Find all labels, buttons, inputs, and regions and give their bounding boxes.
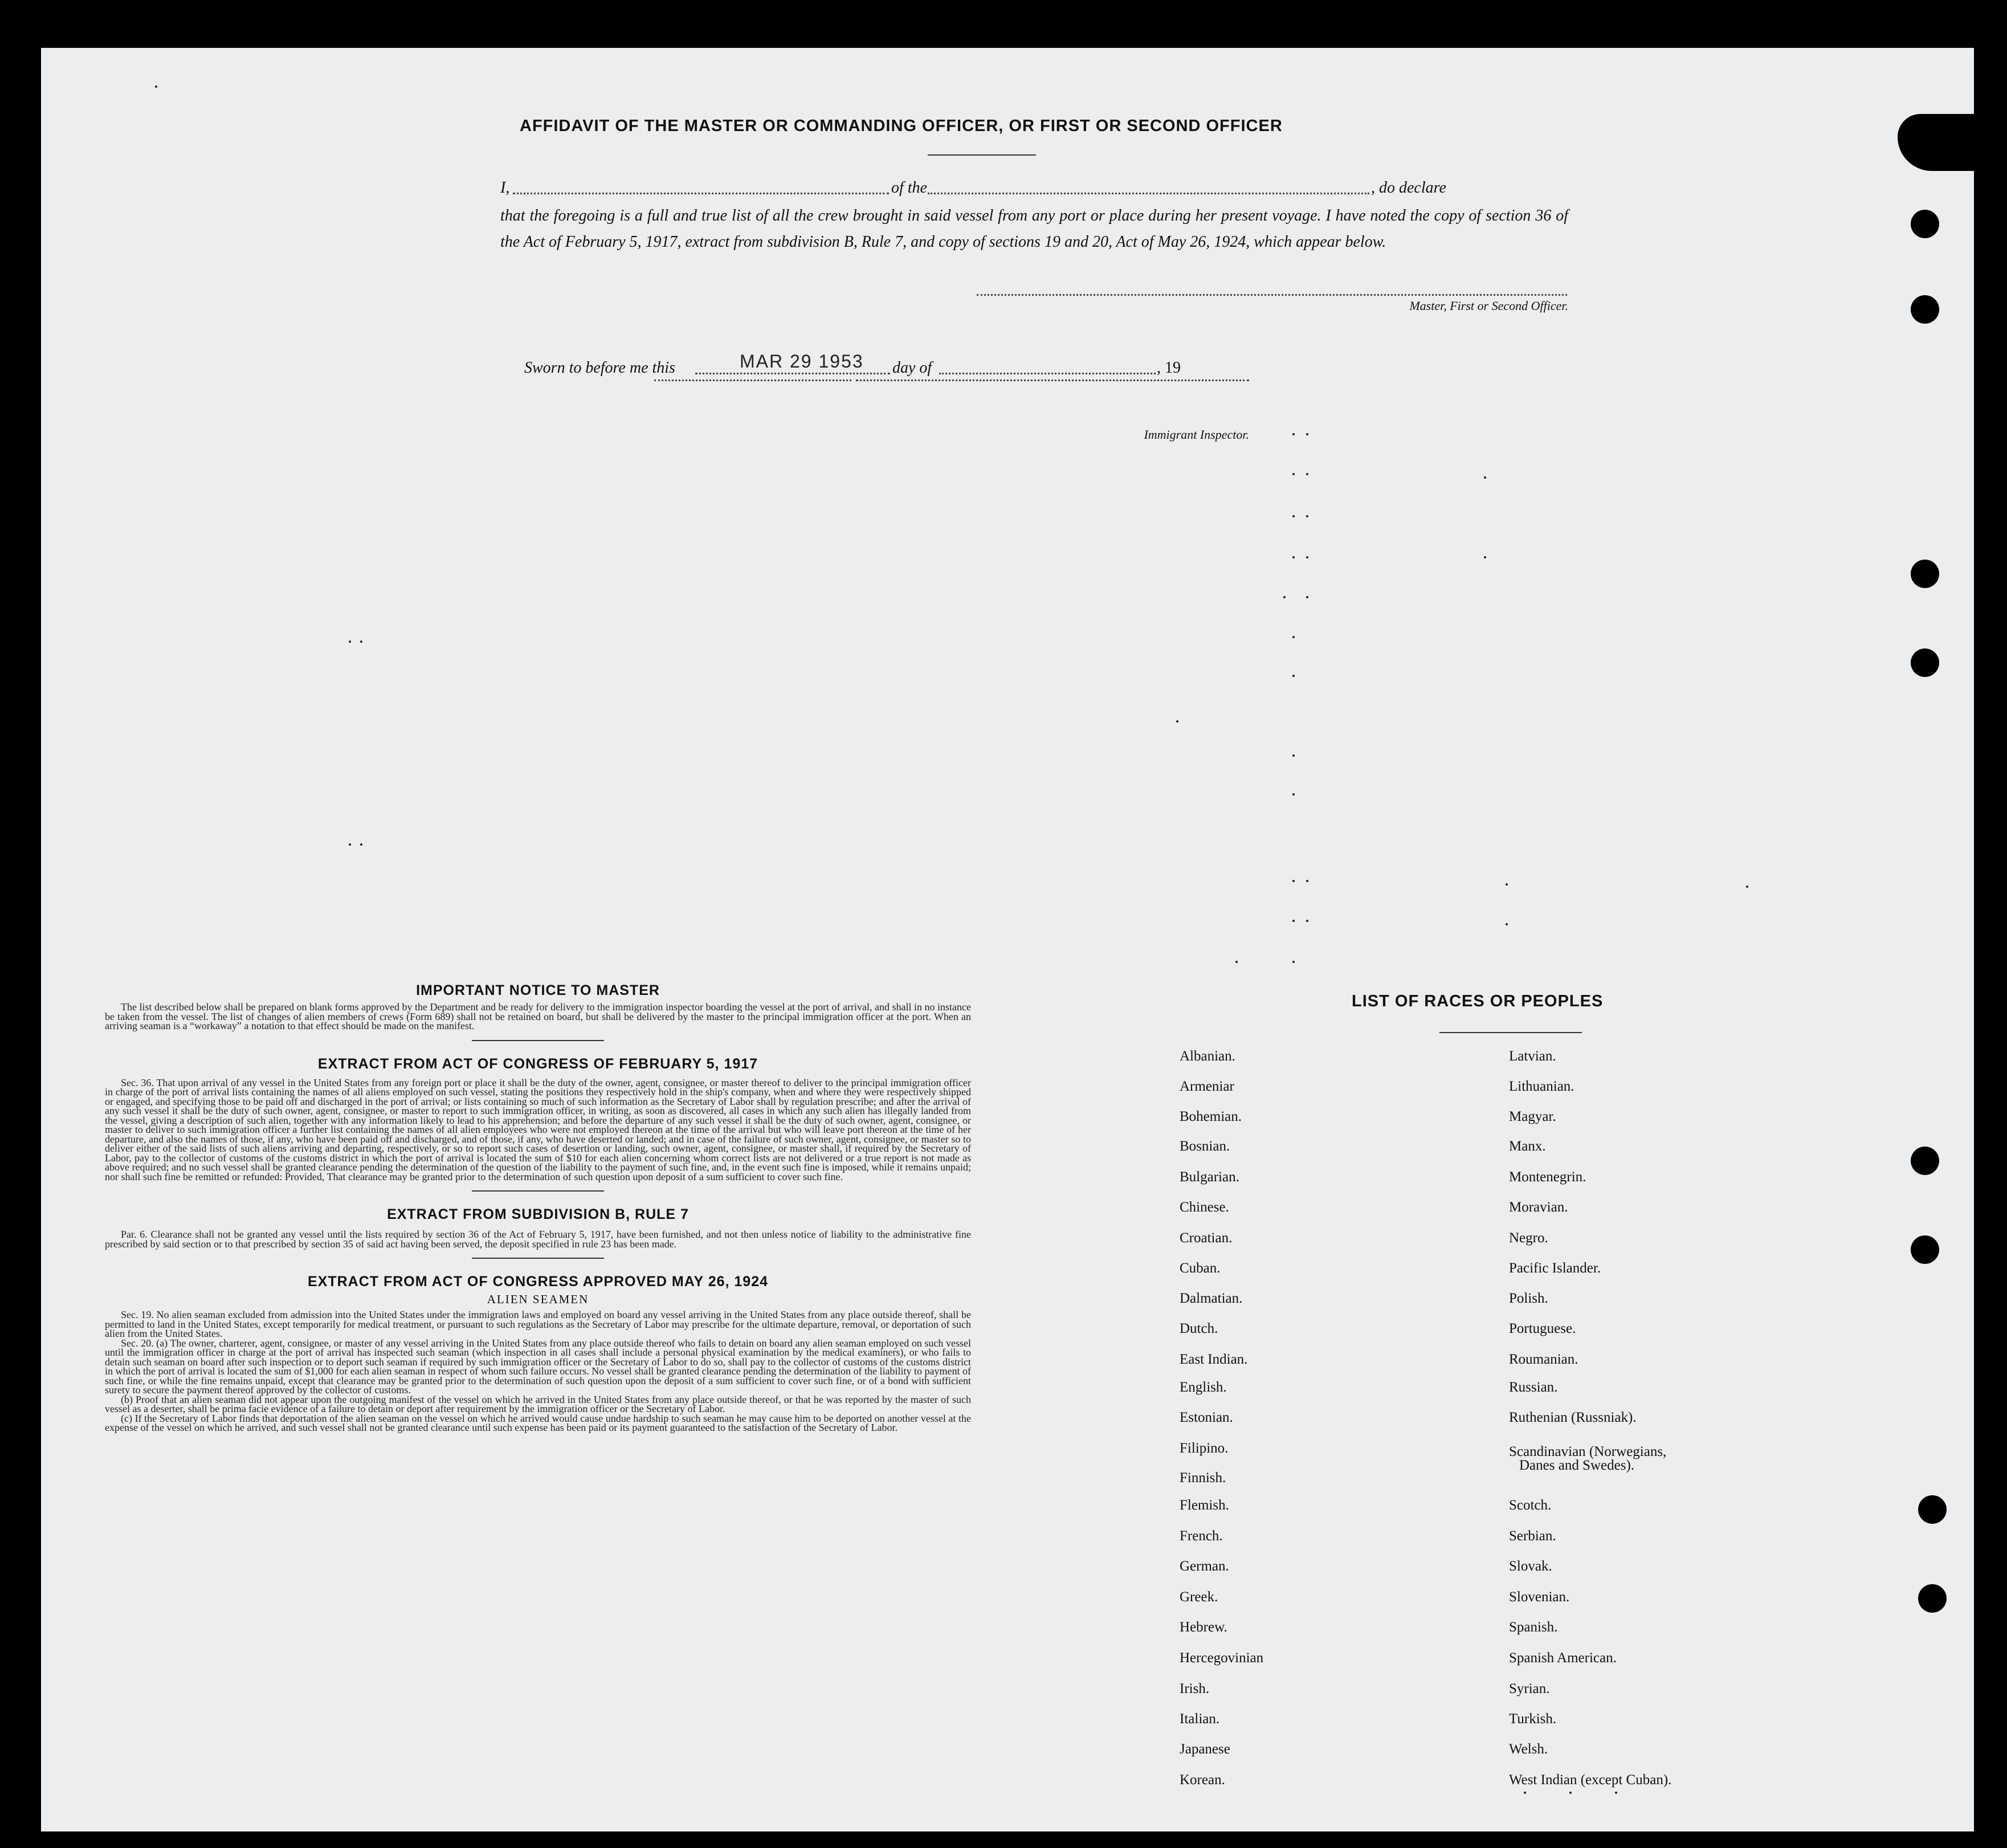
race-item: Moravian. <box>1509 1200 1568 1215</box>
scan-speck <box>1306 473 1308 475</box>
scan-speck <box>1569 1792 1572 1794</box>
section-divider <box>472 1258 604 1259</box>
race-item: Turkish. <box>1509 1711 1557 1727</box>
scan-speck <box>360 641 362 643</box>
scan-speck <box>1292 675 1295 677</box>
scan-speck <box>1306 556 1308 558</box>
race-item: Japanese <box>1180 1741 1230 1757</box>
section-divider <box>472 1190 604 1192</box>
affidavit-title: AFFIDAVIT OF THE MASTER OR COMMANDING OFFICER, OR FIRST OR SECOND OFFICER <box>520 117 1283 135</box>
race-item: Spanish American. <box>1509 1650 1617 1666</box>
notice-title: IMPORTANT NOTICE TO MASTER <box>416 982 660 998</box>
race-item: Slovenian. <box>1509 1589 1570 1605</box>
extract-rule7-body: Par. 6. Clearance shall not be granted any vessel until the lists required by section 36 of the Act of February 5, 1917, have been furnished, and not then unless notice of liability to the administrative fine prescribed by said section or to that prescribed by section 35 of said act having been served, the deposit specified in rule 23 has been made. <box>105 1229 971 1250</box>
race-item: Hercegovinian <box>1180 1650 1264 1666</box>
race-item: Magyar. <box>1509 1109 1556 1124</box>
race-item: Pacific Islander. <box>1509 1260 1601 1276</box>
scan-speck <box>349 843 351 846</box>
scan-speck <box>1176 720 1178 723</box>
binder-hole <box>1911 295 1939 324</box>
scan-speck <box>360 843 362 846</box>
extract-1924-sec20b: (b) Proof that an alien seaman did not appear upon the outgoing manifest of the vessel on which he arrived in the United States from any place outside thereof, or that he was reported by the master of such vessel as a deserter, shall be prima facie evidence of a failure to detain or deport after requirement by the immigration officer or the Secretary of Labor. <box>105 1393 971 1414</box>
scan-speck <box>1746 886 1748 888</box>
scan-speck <box>1292 556 1295 558</box>
scan-speck <box>1506 923 1508 925</box>
year-prefix: , 19 <box>1157 359 1181 377</box>
race-item: Bohemian. <box>1180 1109 1242 1124</box>
scan-speck <box>1615 1792 1617 1794</box>
declaration-line <box>500 179 1569 199</box>
binder-hole <box>1911 560 1939 588</box>
extract-1924-title: EXTRACT FROM ACT OF CONGRESS APPROVED MAY 26, 1924 <box>307 1274 769 1290</box>
race-item: Dalmatian. <box>1180 1291 1243 1306</box>
scan-speck <box>1292 793 1295 796</box>
scan-speck <box>1306 880 1308 882</box>
race-item: Croatian. <box>1180 1230 1233 1246</box>
inspector-signature-field-2[interactable] <box>856 380 1249 381</box>
race-item: Bosnian. <box>1180 1139 1230 1154</box>
scan-speck <box>1283 596 1286 598</box>
declarant-name-field[interactable] <box>513 193 889 194</box>
scan-speck <box>1235 961 1238 963</box>
race-item: Flemish. <box>1180 1498 1229 1513</box>
race-item: Latvian. <box>1509 1049 1556 1064</box>
scan-speck <box>349 641 351 643</box>
race-item: Lithuanian. <box>1509 1079 1574 1094</box>
race-item: Scandinavian (Norwegians, <box>1509 1444 1667 1459</box>
of-the-label: of the <box>891 179 927 197</box>
master-signature-caption: Master, First or Second Officer. <box>1409 299 1568 313</box>
sworn-prefix: Sworn to before me this <box>524 359 675 377</box>
race-item: Chinese. <box>1180 1200 1229 1215</box>
race-item: Danes and Swedes). <box>1519 1458 1635 1473</box>
scan-speck <box>1292 754 1295 757</box>
race-item: Ruthenian (Russniak). <box>1509 1410 1637 1425</box>
race-item: Armeniar <box>1180 1079 1234 1094</box>
race-item: Bulgarian. <box>1180 1169 1239 1185</box>
scan-speck <box>1306 920 1308 922</box>
extract-1917-body: Sec. 36. That upon arrival of any vessel in the United States from any foreign port or place it shall be the duty of the owner, agent, consignee, or master thereof to deliver to the principal immigration officer in charge of the port of arrival lists containing the names of all aliens employed on such vessel, stating the positions they respectively hold in the ship's company, when and where they were respectively shipped or engaged, and specifying those to be paid off and discharged in the port of arrival; or lists containing so much of such information as the Secretary of Labor shall by regulation prescribe; and after the arrival of any such vessel it shall be the duty of such owner, agent, consignee, or master to report to such immigration officer, in writing, as soon as discovered, all cases in which any such alien has illegally landed from the vessel, giving a description of such alien, together with any information likely to lead to his apprehension; and before the departure of any such vessel it shall be the duty of such owner, agent, consignee, or master to deliver to such immigration officer a further list containing the names of all alien employees who were not employed thereon at the time of the arrival but who will leave port thereon at the time of her departure, and also the names of those, if any, who have been paid off and discharged, and of those, if any, who have deserted or landed; and in case of the failure of such owner, agent, consignee, or master so to deliver either of the said lists of such aliens arriving and departing, respectively, or so to report such cases of desertion or landing, such owner, agent, consignee, or master shall, if required by the Secretary of Labor, pay to the collector of customs of the customs district in which the port of arrival is located the sum of $10 for each alien concerning whom correct lists are not delivered or a true report is not made as above required; and no such vessel shall be granted clearance pending the determination of the question of the liability to the payment of such fine, and, in the event such fine is imposed, while it remains unpaid; nor shall such fine be remitted or refunded: Provided, That clearance may be granted prior to the determination of such question upon deposit of a sum sufficient to cover such fine. <box>105 1076 971 1182</box>
race-item: West Indian (except Cuban). <box>1509 1772 1672 1788</box>
race-item: Polish. <box>1509 1291 1548 1306</box>
scan-speck <box>1306 596 1308 598</box>
binder-hole <box>1918 1584 1947 1613</box>
race-item: Cuban. <box>1180 1260 1221 1276</box>
inspector-caption: Immigrant Inspector. <box>1144 427 1249 442</box>
declaration-i-label: I, <box>500 179 510 197</box>
scan-speck <box>1506 883 1508 886</box>
race-item: Irish. <box>1180 1681 1210 1696</box>
race-item: Greek. <box>1180 1589 1218 1605</box>
races-title-rule <box>1439 1032 1582 1033</box>
binder-hole <box>1911 1235 1939 1264</box>
binder-hole <box>1911 1147 1939 1175</box>
scan-speck <box>1484 476 1486 479</box>
race-item: Filipino. <box>1180 1441 1229 1456</box>
race-item: Finnish. <box>1180 1470 1226 1486</box>
vessel-name-field[interactable] <box>928 193 1369 194</box>
scan-speck <box>1292 473 1295 475</box>
date-stamp: MAR 29 1953 <box>740 351 864 372</box>
race-item: Korean. <box>1180 1772 1225 1788</box>
extract-1924-sec20a: Sec. 20. (a) The owner, charterer, agent, consignee, or master of any vessel arriving in the United States from any place outside thereof who fails to detain on board any alien seaman employed on such vessel until the immigration officer in charge at the port of arrival has inspected such seaman (which inspection in all cases shall include a personal physical examination by the medical examiners), or who fails to detain such seaman on board after such inspection or to deport such seaman if required by such immigration officer or the Secretary of Labor to do so, shall pay to the collector of customs of the customs district in which the port of arrival is located the sum of $1,000 for each alien seaman in respect of whom such failure occurs. No vessel shall be granted clearance pending the determination of the liability to payment of such fine, or while the fine remains unpaid, except that clearance may be granted prior to the determination of such question upon the deposit of a sum sufficient to cover such fine, or of a bond with sufficient surety to secure the payment thereof approved by the collector of customs. <box>105 1337 971 1396</box>
race-item: French. <box>1180 1528 1223 1544</box>
section-divider <box>472 1040 604 1041</box>
sworn-day-field[interactable] <box>695 373 890 374</box>
title-rule <box>928 154 1036 156</box>
scan-speck <box>1306 515 1308 517</box>
race-item: Portuguese. <box>1509 1321 1576 1336</box>
inspector-signature-field-1[interactable] <box>654 380 851 381</box>
binder-hole <box>1911 648 1939 677</box>
race-item: Russian. <box>1509 1380 1558 1395</box>
race-item: Spanish. <box>1509 1619 1558 1635</box>
notice-body: The list described below shall be prepared on blank forms approved by the Department and be ready for delivery to the immigration inspector boarding the vessel at the port of arrival, and shall in no instance be taken from the vessel. The list of changes of alien members of crews (Form 689) shall not be retained on board, but shall be delivered by the master to the principal immigration officer at the port. When an arriving seaman is a “workaway” a notation to that effect should be made on the manifest. <box>105 1001 971 1031</box>
race-item: English. <box>1180 1380 1227 1395</box>
race-item: Montenegrin. <box>1509 1169 1586 1185</box>
do-declare-label: , do declare <box>1371 179 1446 197</box>
race-item: Italian. <box>1180 1711 1220 1727</box>
race-item: Serbian. <box>1509 1528 1556 1544</box>
declaration-body: that the foregoing is a full and true list of all the crew brought in said vessel from any port or place during her present voyage. I have noted the copy of section 36 of the Act of February 5, 1917, extract from subdivision B, Rule 7, and copy of sections 19 and 20, Act of May 26, 1924, which appear below. <box>500 207 1568 251</box>
scan-speck <box>1292 880 1295 882</box>
scan-speck <box>1292 636 1295 638</box>
races-list-title: LIST OF RACES OR PEOPLES <box>1352 992 1604 1010</box>
race-item: East Indian. <box>1180 1352 1248 1367</box>
form-page <box>41 48 1974 1831</box>
alien-seamen-subtitle: ALIEN SEAMEN <box>487 1292 589 1306</box>
race-item: German. <box>1180 1559 1229 1574</box>
race-item: Manx. <box>1509 1139 1546 1154</box>
extract-1924-sec19: Sec. 19. No alien seaman excluded from admission into the United States under the immigration laws and employed on board any vessel arriving in the United States from any place outside thereof, shall be permitted to land in the United States, except temporarily for medical treatment, or pursuant to such regulations as the Secretary of Labor may prescribe for the ultimate departure, removal, or deportation of such alien from the United States. <box>105 1309 971 1339</box>
notice-section <box>105 982 971 1433</box>
race-item: Scotch. <box>1509 1498 1552 1513</box>
scan-speck <box>1292 433 1295 435</box>
race-item: Dutch. <box>1180 1321 1218 1336</box>
race-item: Estonian. <box>1180 1410 1233 1425</box>
race-item: Syrian. <box>1509 1681 1550 1696</box>
ink-blot <box>1898 114 1977 171</box>
extract-1924-sec20c: (c) If the Secretary of Labor finds that deportation of the alien seaman on the vessel on which he arrived would cause undue hardship to such seaman he may cause him to be deported on another vessel at the expense of the vessel on which he arrived, and such vessel shall not be granted clearance until such expense has been paid or its payment guaranteed to the satisfaction of the Secretary of Labor. <box>105 1412 971 1433</box>
scan-speck <box>1292 961 1295 963</box>
race-item: Welsh. <box>1509 1741 1548 1757</box>
race-item: Slovak. <box>1509 1559 1552 1574</box>
scan-speck <box>1524 1792 1526 1794</box>
scan-speck <box>155 85 157 88</box>
master-signature-field[interactable] <box>977 294 1567 296</box>
binder-hole <box>1918 1495 1947 1524</box>
race-item: Negro. <box>1509 1230 1548 1246</box>
race-item: Hebrew. <box>1180 1619 1227 1635</box>
scan-speck <box>1292 920 1295 922</box>
scan-speck <box>1292 515 1295 517</box>
binder-hole <box>1911 210 1939 238</box>
scan-speck <box>1484 556 1486 558</box>
sworn-month-field[interactable] <box>939 373 1156 374</box>
extract-rule7-title: EXTRACT FROM SUBDIVISION B, RULE 7 <box>387 1206 689 1222</box>
extract-1917-title: EXTRACT FROM ACT OF CONGRESS OF FEBRUARY 5, 1917 <box>317 1055 758 1072</box>
sworn-line <box>524 351 1197 382</box>
race-item: Roumanian. <box>1509 1352 1578 1367</box>
day-of-label: day of <box>892 359 932 377</box>
scan-speck <box>1306 433 1308 435</box>
race-item: Albanian. <box>1180 1049 1235 1064</box>
